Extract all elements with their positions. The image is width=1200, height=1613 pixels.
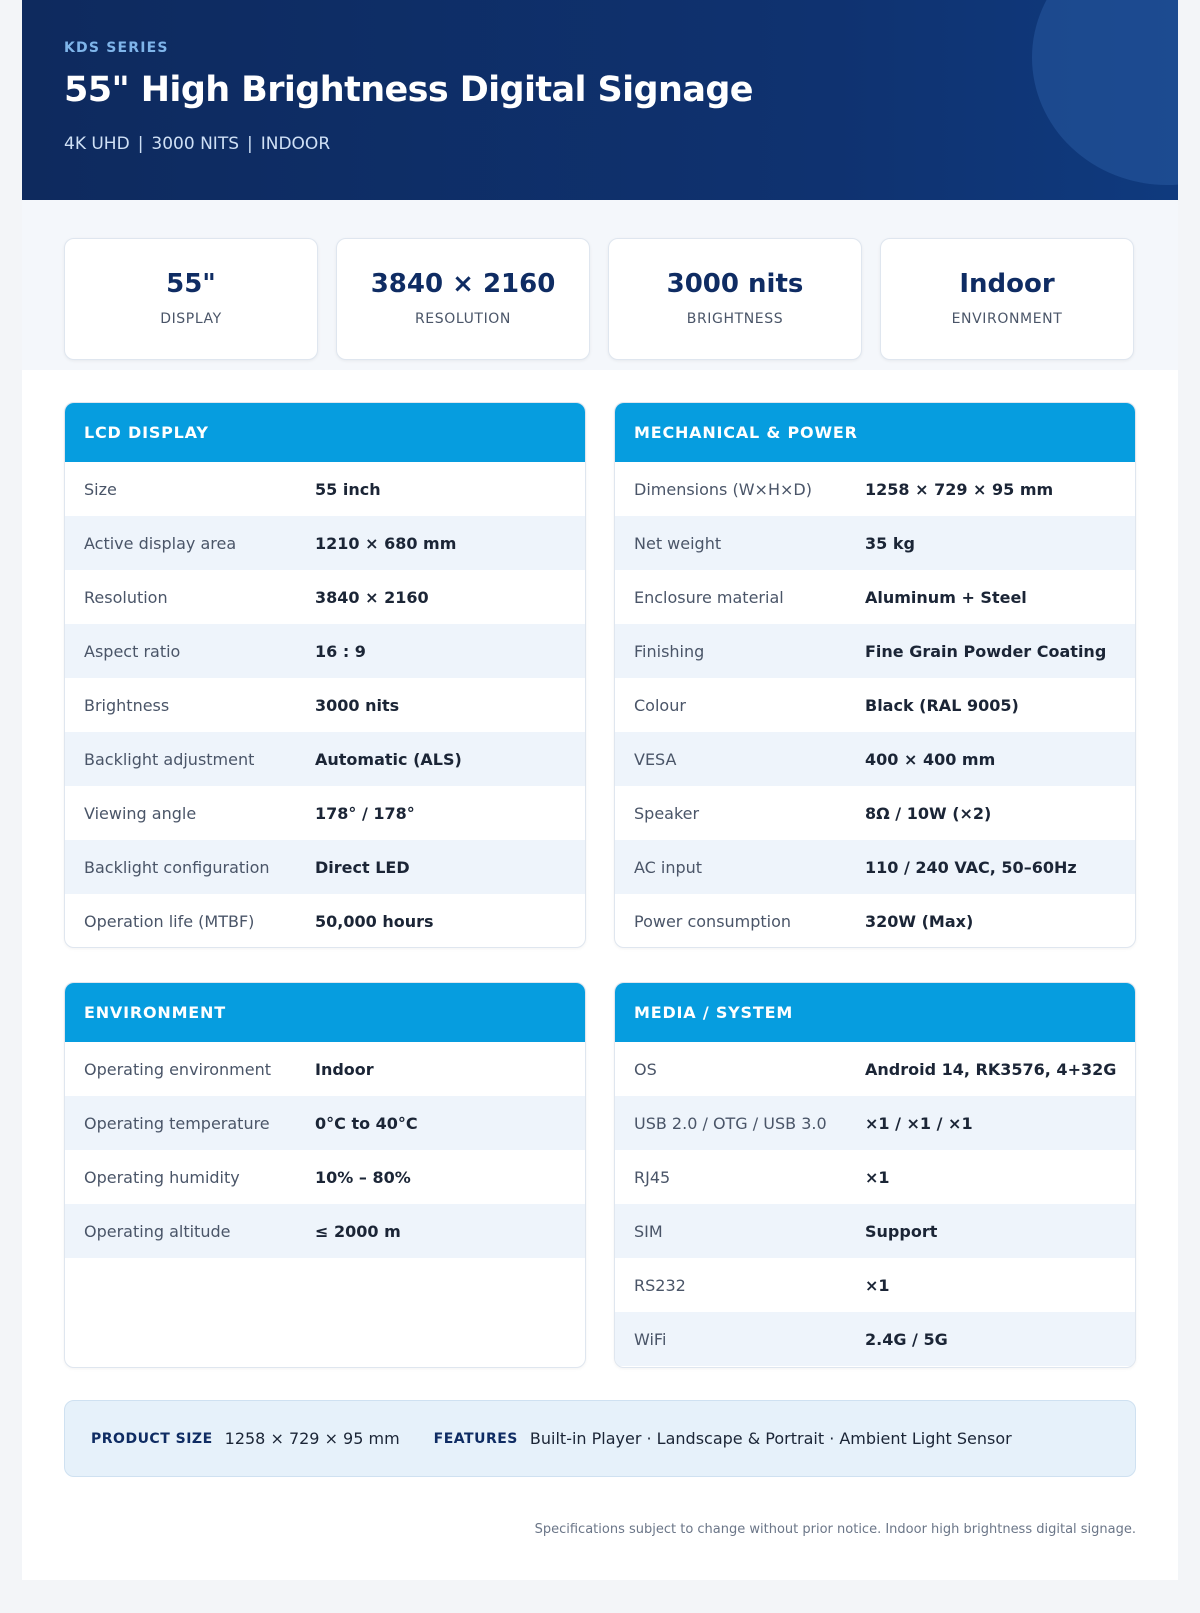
disclaimer-text: Specifications subject to change without prior notice. Indoor high brightness digital signage. <box>534 1522 1136 1537</box>
spec-row <box>615 732 1135 786</box>
section-environment <box>64 982 586 1368</box>
spec-label: Speaker <box>634 803 700 823</box>
spec-row <box>65 840 585 894</box>
product-size-key: PRODUCT SIZE <box>91 1430 213 1447</box>
highlight-value: 55" <box>166 269 216 299</box>
spec-label: OS <box>634 1059 657 1079</box>
spec-label: RJ45 <box>634 1167 671 1187</box>
section-media-system <box>614 982 1136 1368</box>
spec-value: 1258 × 729 × 95 mm <box>865 479 1054 499</box>
spec-row <box>615 1312 1135 1366</box>
spec-label: Enclosure material <box>634 587 784 607</box>
highlight-value: 3840 × 2160 <box>370 269 556 299</box>
spec-value: ×1 / ×1 / ×1 <box>865 1113 973 1133</box>
spec-value: Indoor <box>315 1059 374 1079</box>
spec-row <box>615 894 1135 948</box>
spec-label: Operating temperature <box>84 1113 270 1133</box>
spec-value: 3840 × 2160 <box>315 587 429 607</box>
spec-label: Operation life (MTBF) <box>84 911 255 931</box>
spec-value: ×1 <box>865 1167 890 1187</box>
spec-row <box>615 1042 1135 1096</box>
spec-label: AC input <box>634 857 703 877</box>
spec-value: 400 × 400 mm <box>865 749 996 769</box>
spec-value: 1210 × 680 mm <box>315 533 457 553</box>
highlight-value: 3000 nits <box>666 269 804 299</box>
spec-value: 35 kg <box>865 533 915 553</box>
spec-table <box>65 462 585 948</box>
highlight-environment <box>880 238 1134 360</box>
subtitle-tags <box>64 134 330 154</box>
spec-value: Support <box>865 1221 938 1241</box>
spec-table <box>65 1042 585 1258</box>
spec-row <box>615 570 1135 624</box>
spec-row <box>65 678 585 732</box>
spec-row <box>615 678 1135 732</box>
spec-row <box>65 894 585 948</box>
spec-label: VESA <box>634 749 677 769</box>
spec-value: 16 : 9 <box>315 641 366 661</box>
spec-row <box>65 624 585 678</box>
spec-label: Operating altitude <box>84 1221 231 1241</box>
spec-value: 0°C to 40°C <box>315 1113 418 1133</box>
spec-value: 2.4G / 5G <box>865 1329 948 1349</box>
tag-environment: INDOOR <box>260 134 331 154</box>
spec-label: Net weight <box>634 533 722 553</box>
features-value: Built-in Player · Landscape & Portrait · Ambient Light Sensor <box>529 1429 1012 1448</box>
section-mechanical-power <box>614 402 1136 948</box>
page-title: 55" High Brightness Digital Signage <box>64 70 753 110</box>
spec-label: SIM <box>634 1221 663 1241</box>
spec-label: Power consumption <box>634 911 792 931</box>
section-title: ENVIRONMENT <box>65 983 585 1042</box>
highlight-display <box>64 238 318 360</box>
series-label: KDS SERIES <box>64 40 169 56</box>
highlight-label: DISPLAY <box>160 311 222 327</box>
product-size-value: 1258 × 729 × 95 mm <box>224 1429 400 1448</box>
spec-row <box>65 462 585 516</box>
spec-table <box>615 1042 1135 1366</box>
section-title: MECHANICAL & POWER <box>615 403 1135 462</box>
highlights-band <box>22 200 1178 370</box>
highlight-label: ENVIRONMENT <box>951 311 1063 327</box>
spec-value: 8Ω / 10W (×2) <box>865 803 992 823</box>
spec-row <box>65 1096 585 1150</box>
highlight-label: BRIGHTNESS <box>686 311 784 327</box>
spec-value: 110 / 240 VAC, 50–60Hz <box>865 857 1077 877</box>
spec-value: Black (RAL 9005) <box>865 695 1019 715</box>
spec-value: 3000 nits <box>315 695 400 715</box>
tag-separator: | <box>137 134 144 154</box>
spec-row <box>65 786 585 840</box>
spec-row <box>65 570 585 624</box>
spec-label: RS232 <box>634 1275 686 1295</box>
spec-row <box>65 516 585 570</box>
spec-label: Aspect ratio <box>84 641 181 661</box>
spec-label: Backlight adjustment <box>84 749 255 769</box>
spec-label: Colour <box>634 695 686 715</box>
spec-row <box>65 1042 585 1096</box>
spec-row <box>615 1204 1135 1258</box>
spec-label: Finishing <box>634 641 705 661</box>
spec-label: Backlight configuration <box>84 857 270 877</box>
spec-row <box>615 1258 1135 1312</box>
spec-row <box>615 840 1135 894</box>
spec-row <box>615 1150 1135 1204</box>
spec-row <box>615 1096 1135 1150</box>
highlight-value: Indoor <box>959 269 1055 299</box>
spec-value: 50,000 hours <box>315 911 434 931</box>
spec-row <box>615 624 1135 678</box>
section-lcd-display <box>64 402 586 948</box>
tag-brightness: 3000 NITS <box>151 134 239 154</box>
features-key: FEATURES <box>433 1430 518 1447</box>
highlight-resolution <box>336 238 590 360</box>
tag-separator: | <box>247 134 253 154</box>
spec-row <box>615 462 1135 516</box>
spec-sheet <box>22 0 1178 1580</box>
spec-value: 10% – 80% <box>315 1167 411 1187</box>
spec-value: Automatic (ALS) <box>315 749 462 769</box>
spec-label: Size <box>84 479 117 499</box>
spec-label: Operating humidity <box>84 1167 240 1187</box>
spec-value: Android 14, RK3576, 4+32G <box>865 1059 1117 1079</box>
spec-label: Viewing angle <box>84 803 197 823</box>
spec-label: Brightness <box>84 695 170 715</box>
spec-table <box>615 462 1135 948</box>
spec-value: 55 inch <box>315 479 381 499</box>
spec-row <box>65 1150 585 1204</box>
spec-value: 178° / 178° <box>315 803 415 823</box>
section-title: MEDIA / SYSTEM <box>615 983 1135 1042</box>
spec-value: Aluminum + Steel <box>865 587 1027 607</box>
tag-resolution: 4K UHD <box>64 134 130 154</box>
spec-row <box>615 786 1135 840</box>
spec-row <box>615 516 1135 570</box>
spec-label: Operating environment <box>84 1059 271 1079</box>
spec-label: Resolution <box>84 587 168 607</box>
spec-label: Dimensions (W×H×D) <box>634 479 812 499</box>
decorative-circle <box>1032 0 1178 185</box>
spec-value: ×1 <box>865 1275 890 1295</box>
section-title: LCD DISPLAY <box>65 403 585 462</box>
spec-label: Active display area <box>84 533 237 553</box>
header-banner <box>22 0 1178 200</box>
spec-label: USB 2.0 / OTG / USB 3.0 <box>634 1113 827 1133</box>
summary-footer <box>64 1400 1136 1477</box>
spec-value: Direct LED <box>315 857 410 877</box>
spec-row <box>65 1204 585 1258</box>
spec-value: 320W (Max) <box>865 911 974 931</box>
spec-row <box>65 732 585 786</box>
spec-value: Fine Grain Powder Coating <box>865 641 1107 661</box>
spec-label: WiFi <box>634 1329 667 1349</box>
highlight-brightness <box>608 238 862 360</box>
highlight-label: RESOLUTION <box>414 311 511 327</box>
spec-value: ≤ 2000 m <box>315 1221 401 1241</box>
